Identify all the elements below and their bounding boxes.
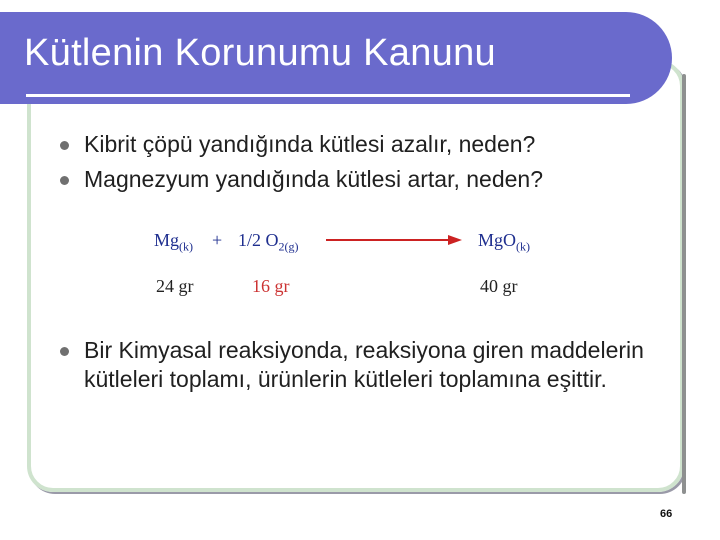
page-number: 66 — [660, 508, 673, 520]
bullet-text: Bir Kimyasal reaksiyonda, reaksiyona giren maddelerin kütleleri toplamı, ürünlerin kütleleri toplamına eşittir. — [84, 337, 644, 392]
bullet-dot-icon — [60, 347, 69, 356]
title-underline — [26, 94, 630, 97]
mass-mg: 24 gr — [156, 276, 194, 296]
reactant-mg: $Mg_{(k)}$ — [154, 230, 194, 254]
reaction-arrow-icon — [326, 232, 466, 248]
bullet-dot-icon — [60, 141, 69, 150]
plus-sign: + — [212, 230, 223, 250]
bullet-item — [60, 165, 680, 194]
bullet-item — [60, 336, 704, 394]
bullet-item — [60, 130, 680, 159]
reaction-equation — [150, 226, 570, 306]
product-mgo: MgO$_{(k)}$ — [478, 230, 531, 254]
bullet-list — [60, 130, 680, 194]
reactant-o2: 1/2 $O_{2(g)}$ — [238, 230, 299, 254]
mass-mgo: 40 gr — [480, 276, 518, 296]
bullet-dot-icon — [60, 176, 69, 185]
mass-o2: 16 gr — [252, 276, 290, 296]
bullet-text: Magnezyum yandığında kütlesi artar, neden? — [84, 166, 544, 192]
bullet-text: Kibrit çöpü yandığında kütlesi azalır, neden? — [84, 131, 536, 157]
slide-title: Kütlenin Korunumu Kanunu — [24, 32, 496, 74]
